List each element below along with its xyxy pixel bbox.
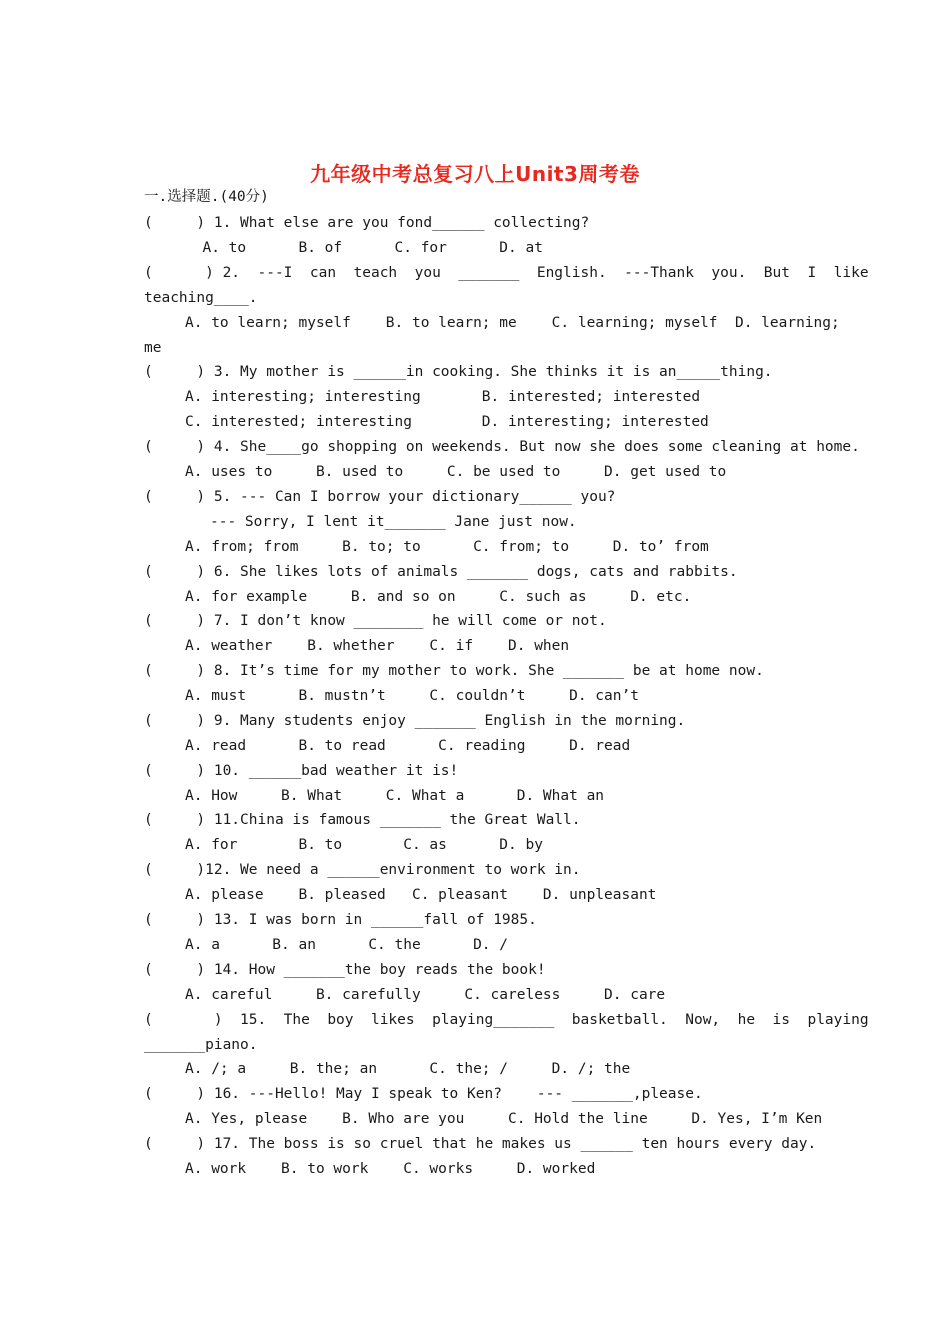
- question-line: ( ) 7. I don’t know ________ he will come or not.: [144, 613, 607, 629]
- options-line: me: [144, 340, 162, 356]
- question-line: _______piano.: [144, 1037, 258, 1053]
- page-title: 九年级中考总复习八上Unit3周考卷: [310, 162, 640, 186]
- question-line: ( ) 15. The boy likes playing_______ basketball. Now, he is playing: [144, 1012, 869, 1028]
- question-line: ( ) 16. ---Hello! May I speak to Ken? --- _______,please.: [144, 1086, 703, 1102]
- options-line: C. interested; interesting D. interesting; interested: [185, 414, 709, 430]
- options-line: A. interesting; interesting B. interested; interested: [185, 389, 701, 405]
- options-line: A. weather B. whether C. if D. when: [185, 638, 570, 654]
- options-line: A. to B. of C. for D. at: [185, 240, 543, 256]
- options-line: A. /; a B. the; an C. the; / D. /; the: [185, 1061, 631, 1077]
- question-line: ( ) 13. I was born in ______fall of 1985.: [144, 912, 537, 928]
- question-line: ( ) 9. Many students enjoy _______ English in the morning.: [144, 713, 686, 729]
- question-line: teaching____.: [144, 290, 258, 306]
- question-line: ( ) 2. ---I can teach you _______ English. ---Thank you. But I like: [144, 265, 869, 281]
- question-line: ( ) 4. She____go shopping on weekends. But now she does some cleaning at home.: [144, 439, 860, 455]
- options-line: A. a B. an C. the D. /: [185, 937, 509, 953]
- question-line: ( ) 10. ______bad weather it is!: [144, 763, 459, 779]
- options-line: A. must B. mustn’t C. couldn’t D. can’t: [185, 688, 639, 704]
- question-line: ( ) 8. It’s time for my mother to work. She _______ be at home now.: [144, 663, 764, 679]
- options-line: A. please B. pleased C. pleasant D. unpleasant: [185, 887, 657, 903]
- question-line: ( ) 6. She likes lots of animals _______ dogs, cats and rabbits.: [144, 564, 738, 580]
- question-line: ( ) 11.China is famous _______ the Great Wall.: [144, 812, 581, 828]
- options-line: A. to learn; myself B. to learn; me C. learning; myself D. learning;: [185, 315, 840, 331]
- options-line: A. read B. to read C. reading D. read: [185, 738, 631, 754]
- options-line: A. Yes, please B. Who are you C. Hold the line D. Yes, I’m Ken: [185, 1111, 823, 1127]
- options-line: A. for B. to C. as D. by: [185, 837, 543, 853]
- question-line: ( )12. We need a ______environment to work in.: [144, 862, 581, 878]
- question-line: ( ) 3. My mother is ______in cooking. She thinks it is an_____thing.: [144, 364, 773, 380]
- options-line: A. work B. to work C. works D. worked: [185, 1161, 596, 1177]
- options-line: A. careful B. carefully C. careless D. care: [185, 987, 666, 1003]
- options-line: A. uses to B. used to C. be used to D. get used to: [185, 464, 727, 480]
- section-heading: 一.选择题.(40分): [144, 189, 269, 205]
- question-line: --- Sorry, I lent it_______ Jane just now.: [210, 514, 577, 530]
- options-line: A. How B. What C. What a D. What an: [185, 788, 605, 804]
- options-line: A. for example B. and so on C. such as D. etc.: [185, 589, 692, 605]
- question-line: ( ) 17. The boss is so cruel that he makes us ______ ten hours every day.: [144, 1136, 817, 1152]
- options-line: A. from; from B. to; to C. from; to D. to’ from: [185, 539, 709, 555]
- question-line: ( ) 5. --- Can I borrow your dictionary______ you?: [144, 489, 616, 505]
- question-line: ( ) 14. How _______the boy reads the book!: [144, 962, 546, 978]
- question-line: ( ) 1. What else are you fond______ collecting?: [144, 215, 590, 231]
